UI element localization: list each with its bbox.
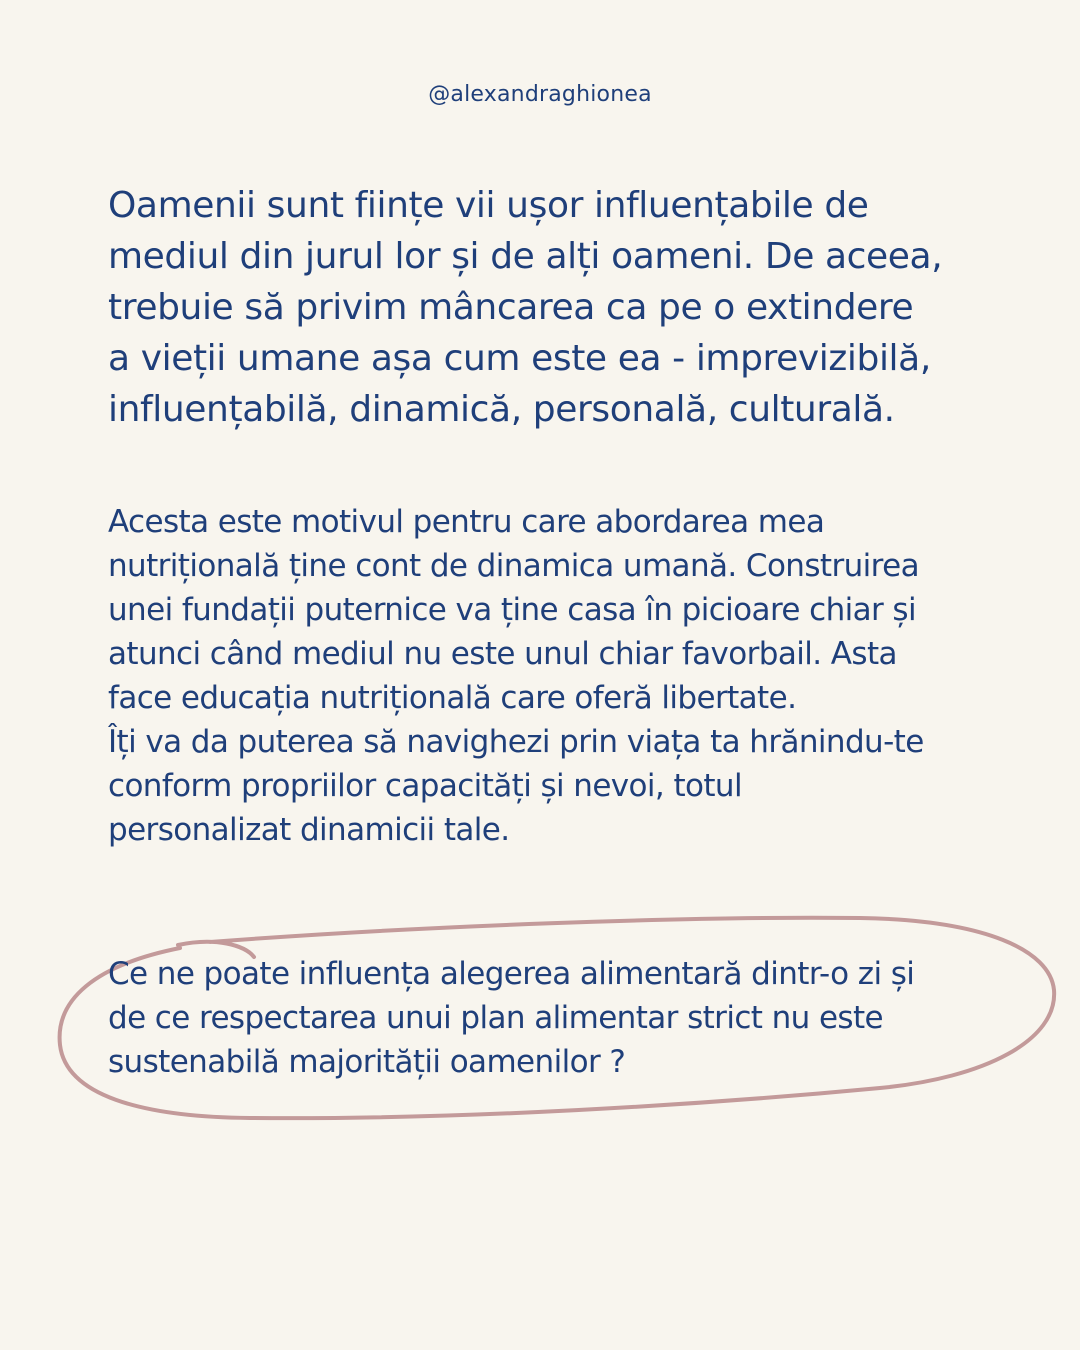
- question-line: sustenabilă majorității oamenilor ?: [108, 1044, 626, 1080]
- approach-line: nutrițională ține cont de dinamica umană. Construirea: [108, 548, 919, 584]
- intro-line: a vieții umane așa cum este ea - imprevizibilă,: [108, 338, 931, 379]
- intro-paragraph: [108, 180, 988, 435]
- author-handle: @alexandraghionea: [428, 82, 652, 107]
- intro-line: influențabilă, dinamică, personală, culturală.: [108, 389, 895, 430]
- question-paragraph: [108, 952, 988, 1084]
- approach-line: unei fundații puternice va ține casa în picioare chiar și: [108, 592, 916, 628]
- approach-line: Acesta este motivul pentru care abordarea mea: [108, 504, 825, 540]
- approach-line: atunci când mediul nu este unul chiar favorbail. Asta: [108, 636, 897, 672]
- approach-line: Îți va da puterea să navighezi prin viața ta hrănindu-te: [108, 724, 924, 760]
- approach-line: face educația nutrițională care oferă libertate.: [108, 680, 797, 716]
- intro-line: trebuie să privim mâncarea ca pe o extindere: [108, 287, 914, 328]
- approach-line: conform propriilor capacități și nevoi, totul: [108, 768, 742, 804]
- question-line: Ce ne poate influența alegerea alimentară dintr-o zi și: [108, 956, 915, 992]
- intro-line: mediul din jurul lor și de alți oameni. De aceea,: [108, 236, 943, 277]
- approach-line: personalizat dinamicii tale.: [108, 812, 510, 848]
- question-line: de ce respectarea unui plan alimentar strict nu este: [108, 1000, 883, 1036]
- intro-line: Oamenii sunt ființe vii ușor influențabile de: [108, 185, 869, 226]
- approach-paragraph: [108, 500, 988, 852]
